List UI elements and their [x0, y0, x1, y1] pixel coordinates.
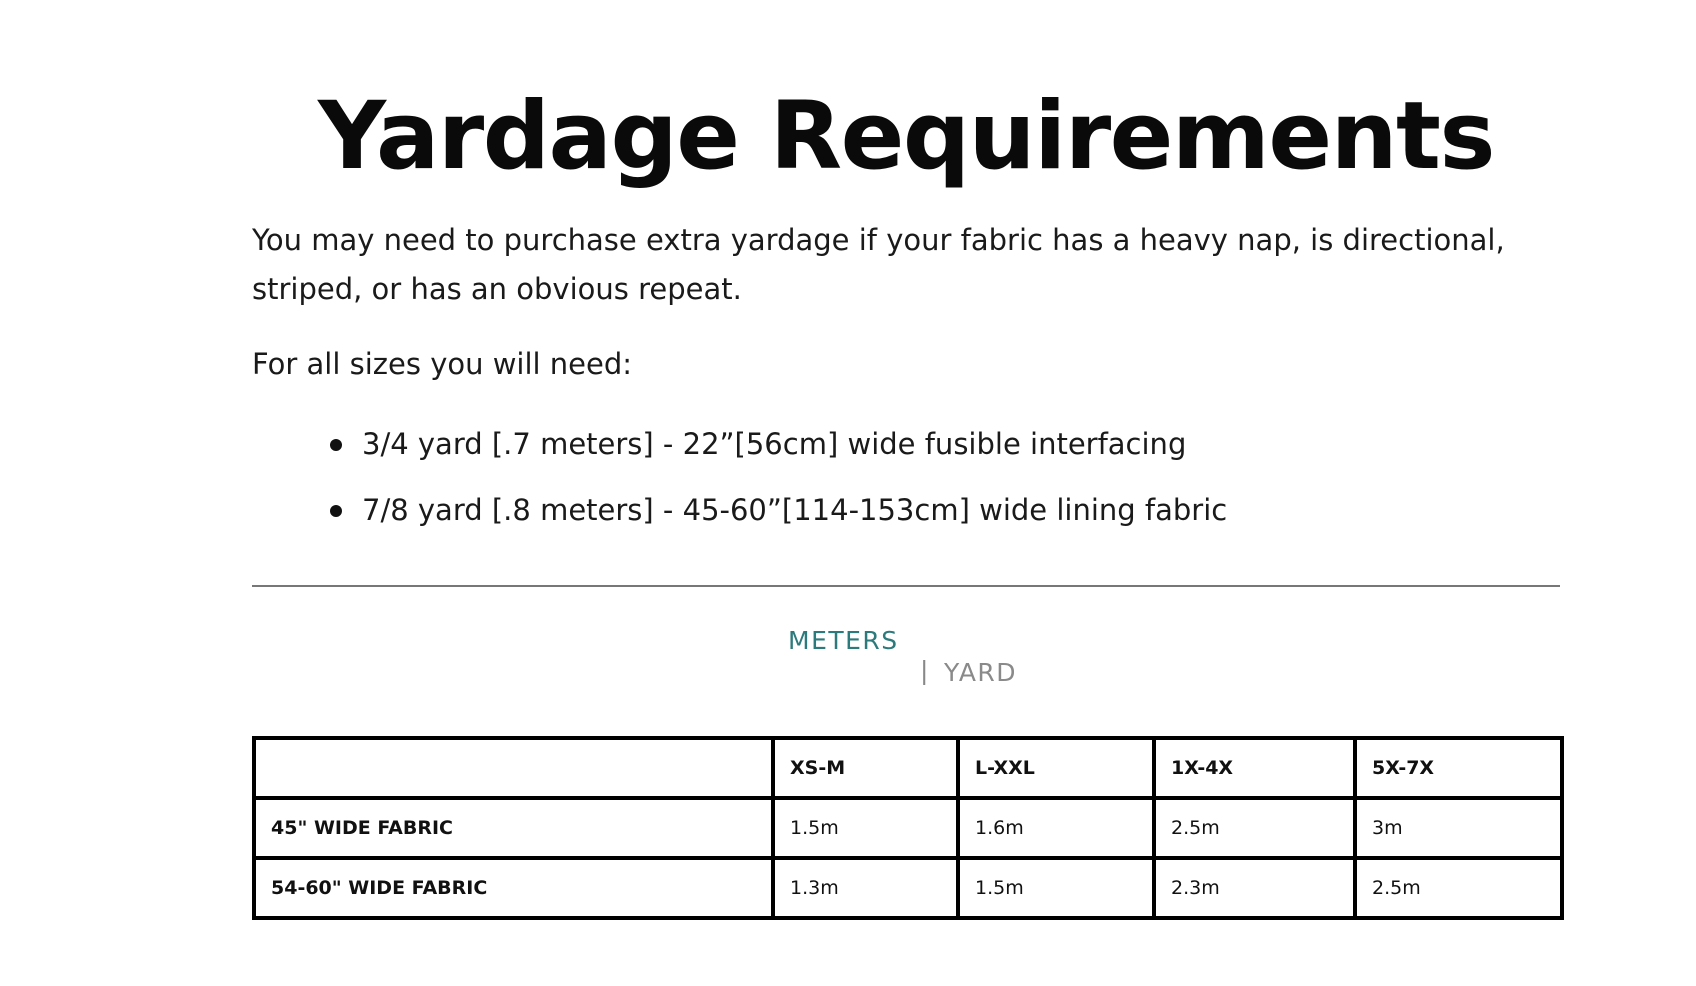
- table-cell: 2.5m: [1355, 858, 1562, 918]
- bullet-icon: [330, 505, 342, 517]
- tab-separator: |: [920, 656, 929, 685]
- column-header-1x-4x: 1X-4X: [1154, 738, 1355, 798]
- table-cell: 1.3m: [773, 858, 958, 918]
- table-header-row: [254, 738, 1562, 798]
- requirement-text: 7/8 yard [.8 meters] - 45-60”[114-153cm] wide lining fabric: [362, 493, 1228, 527]
- column-header-xs-m: XS-M: [773, 738, 958, 798]
- divider: [252, 585, 1560, 587]
- column-header-empty: [254, 738, 773, 798]
- table-cell: 2.5m: [1154, 798, 1355, 858]
- yardage-table: [252, 736, 1564, 920]
- all-sizes-heading: For all sizes you will need:: [252, 347, 633, 381]
- table-cell: 2.3m: [1154, 858, 1355, 918]
- table-cell: 1.5m: [958, 858, 1154, 918]
- table-cell: 3m: [1355, 798, 1562, 858]
- list-item: [252, 424, 1227, 490]
- column-header-l-xxl: L-XXL: [958, 738, 1154, 798]
- table-row: [254, 798, 1562, 858]
- page-title: Yardage Requirements: [318, 82, 1494, 191]
- tab-yard[interactable]: YARD: [944, 658, 1018, 687]
- column-header-5x-7x: 5X-7X: [1355, 738, 1562, 798]
- intro-paragraph: You may need to purchase extra yardage if your fabric has a heavy nap, is directional, striped, or has an obvious repeat.: [252, 223, 1505, 306]
- list-item: [252, 490, 1227, 556]
- unit-toggle: [252, 622, 1560, 702]
- table-cell: 1.6m: [958, 798, 1154, 858]
- requirements-list: [252, 424, 1227, 556]
- table-row: [254, 858, 1562, 918]
- row-label: 45" WIDE FABRIC: [254, 798, 773, 858]
- row-label: 54-60" WIDE FABRIC: [254, 858, 773, 918]
- requirement-text: 3/4 yard [.7 meters] - 22”[56cm] wide fusible interfacing: [362, 427, 1187, 461]
- bullet-icon: [330, 439, 342, 451]
- tab-meters[interactable]: METERS: [788, 626, 899, 655]
- table-cell: 1.5m: [773, 798, 958, 858]
